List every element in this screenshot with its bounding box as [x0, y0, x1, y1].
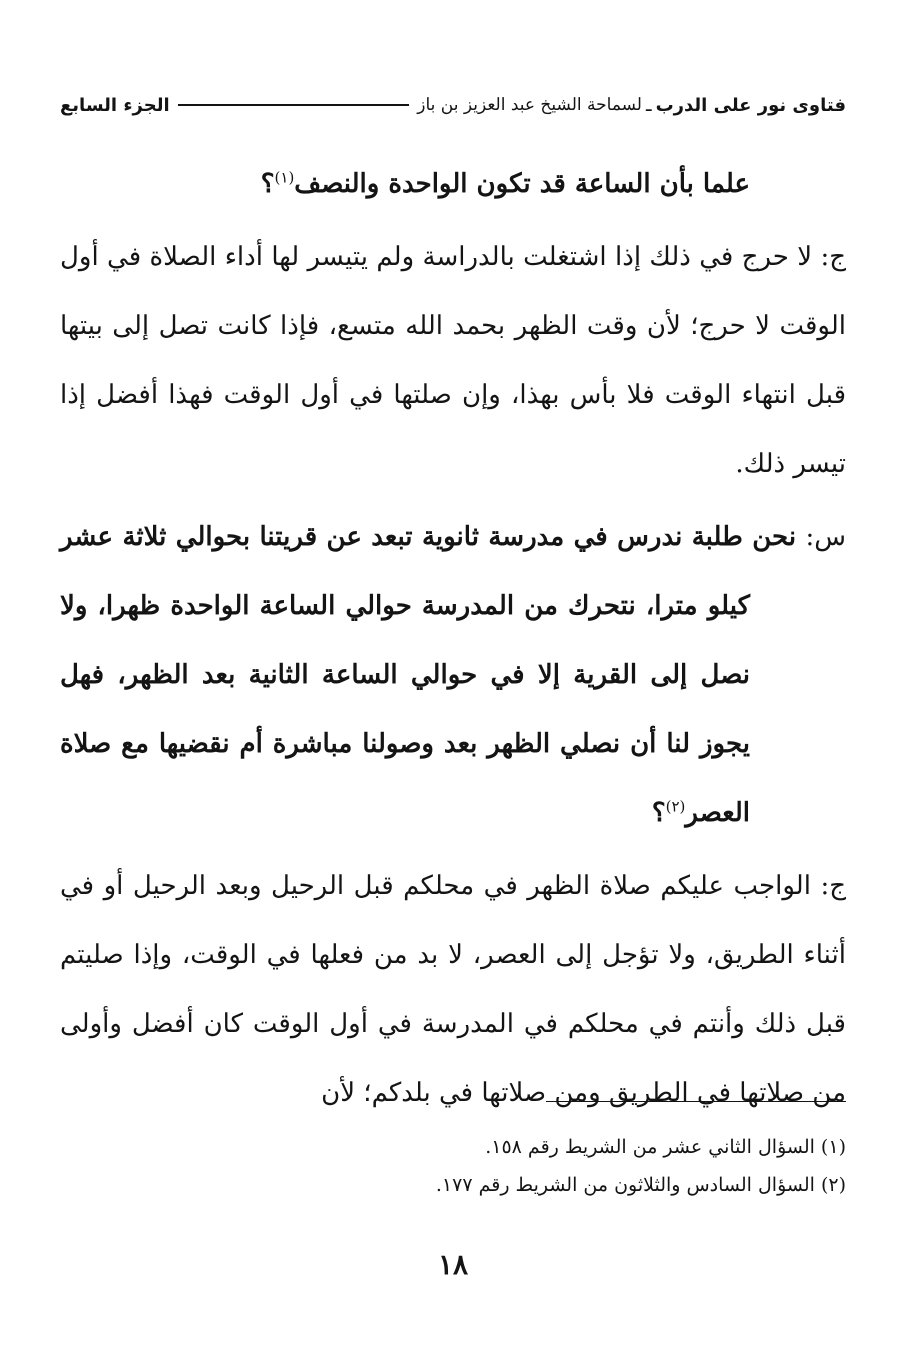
- header-rule: [178, 104, 410, 106]
- answer-lead: ج:: [820, 871, 846, 901]
- question-text: علما بأن الساعة قد تكون الواحدة والنصف: [294, 169, 750, 199]
- footnote-1: (١) السؤال الثاني عشر من الشريط رقم ١٥٨.: [485, 1136, 846, 1158]
- question-paragraph: [60, 503, 846, 848]
- author-name: لسماحة الشيخ عبد العزيز بن باز: [417, 95, 642, 115]
- question-mark: ؟: [260, 169, 275, 199]
- question-lead: س:: [805, 522, 846, 552]
- footnote-ref: (٢): [665, 797, 686, 816]
- book-title: فتاوى نور على الدرب: [655, 94, 846, 116]
- book-page: [60, 0, 846, 1349]
- answer-lead: ج:: [820, 242, 846, 272]
- question-mark: ؟: [651, 798, 666, 828]
- question-text: نحن طلبة ندرس في مدرسة ثانوية تبعد عن قريتنا بحوالي ثلاثة عشر كيلو مترا، نتحرك من المدرسة حوالي الساعة الواحدة ظهرا، ولا نصل إلى القرية إلا في حوالي الساعة الثانية بعد الظهر، فهل يجوز لنا أن نصلي الظهر بعد وصولنا مباشرة أم نقضيها مع صلاة العصر: [60, 522, 797, 828]
- answer-paragraph: [60, 223, 846, 499]
- answer-paragraph: [60, 852, 846, 1128]
- answer-text: الواجب عليكم صلاة الظهر في محلكم قبل الرحيل وبعد الرحيل أو في أثناء الطريق، ولا تؤجل إلى العصر، لا بد من فعلها في الوقت، وإذا صليتم قبل ذلك وأنتم في محلكم في المدرسة في أول الوقت كان أفضل وأولى من صلاتها في الطريق ومن صلاتها في بلدكم؛ لأن: [60, 871, 846, 1108]
- footnote-2: (٢) السؤال السادس والثلاثون من الشريط رقم ١٧٧.: [435, 1174, 846, 1196]
- footnote-divider: [546, 1101, 846, 1102]
- answer-text: لا حرج في ذلك إذا اشتغلت بالدراسة ولم يتيسر لها أداء الصلاة في أول الوقت لا حرج؛ لأن وقت الظهر بحمد الله متسع، فإذا كانت تصل إلى بيتها قبل انتهاء الوقت فلا بأس بهذا، وإن صلتها في أول الوقت فهذا أفضل إذا تيسر ذلك.: [60, 242, 847, 479]
- question-continuation: [60, 150, 846, 219]
- header-separator: ـ: [646, 94, 652, 116]
- footnote-ref: (١): [274, 168, 295, 187]
- page-number: ١٨: [437, 1248, 469, 1281]
- body-text: [60, 150, 846, 1132]
- footnotes: [60, 1128, 846, 1204]
- running-header: [60, 88, 846, 122]
- part-title: الجزء السابع: [60, 94, 170, 116]
